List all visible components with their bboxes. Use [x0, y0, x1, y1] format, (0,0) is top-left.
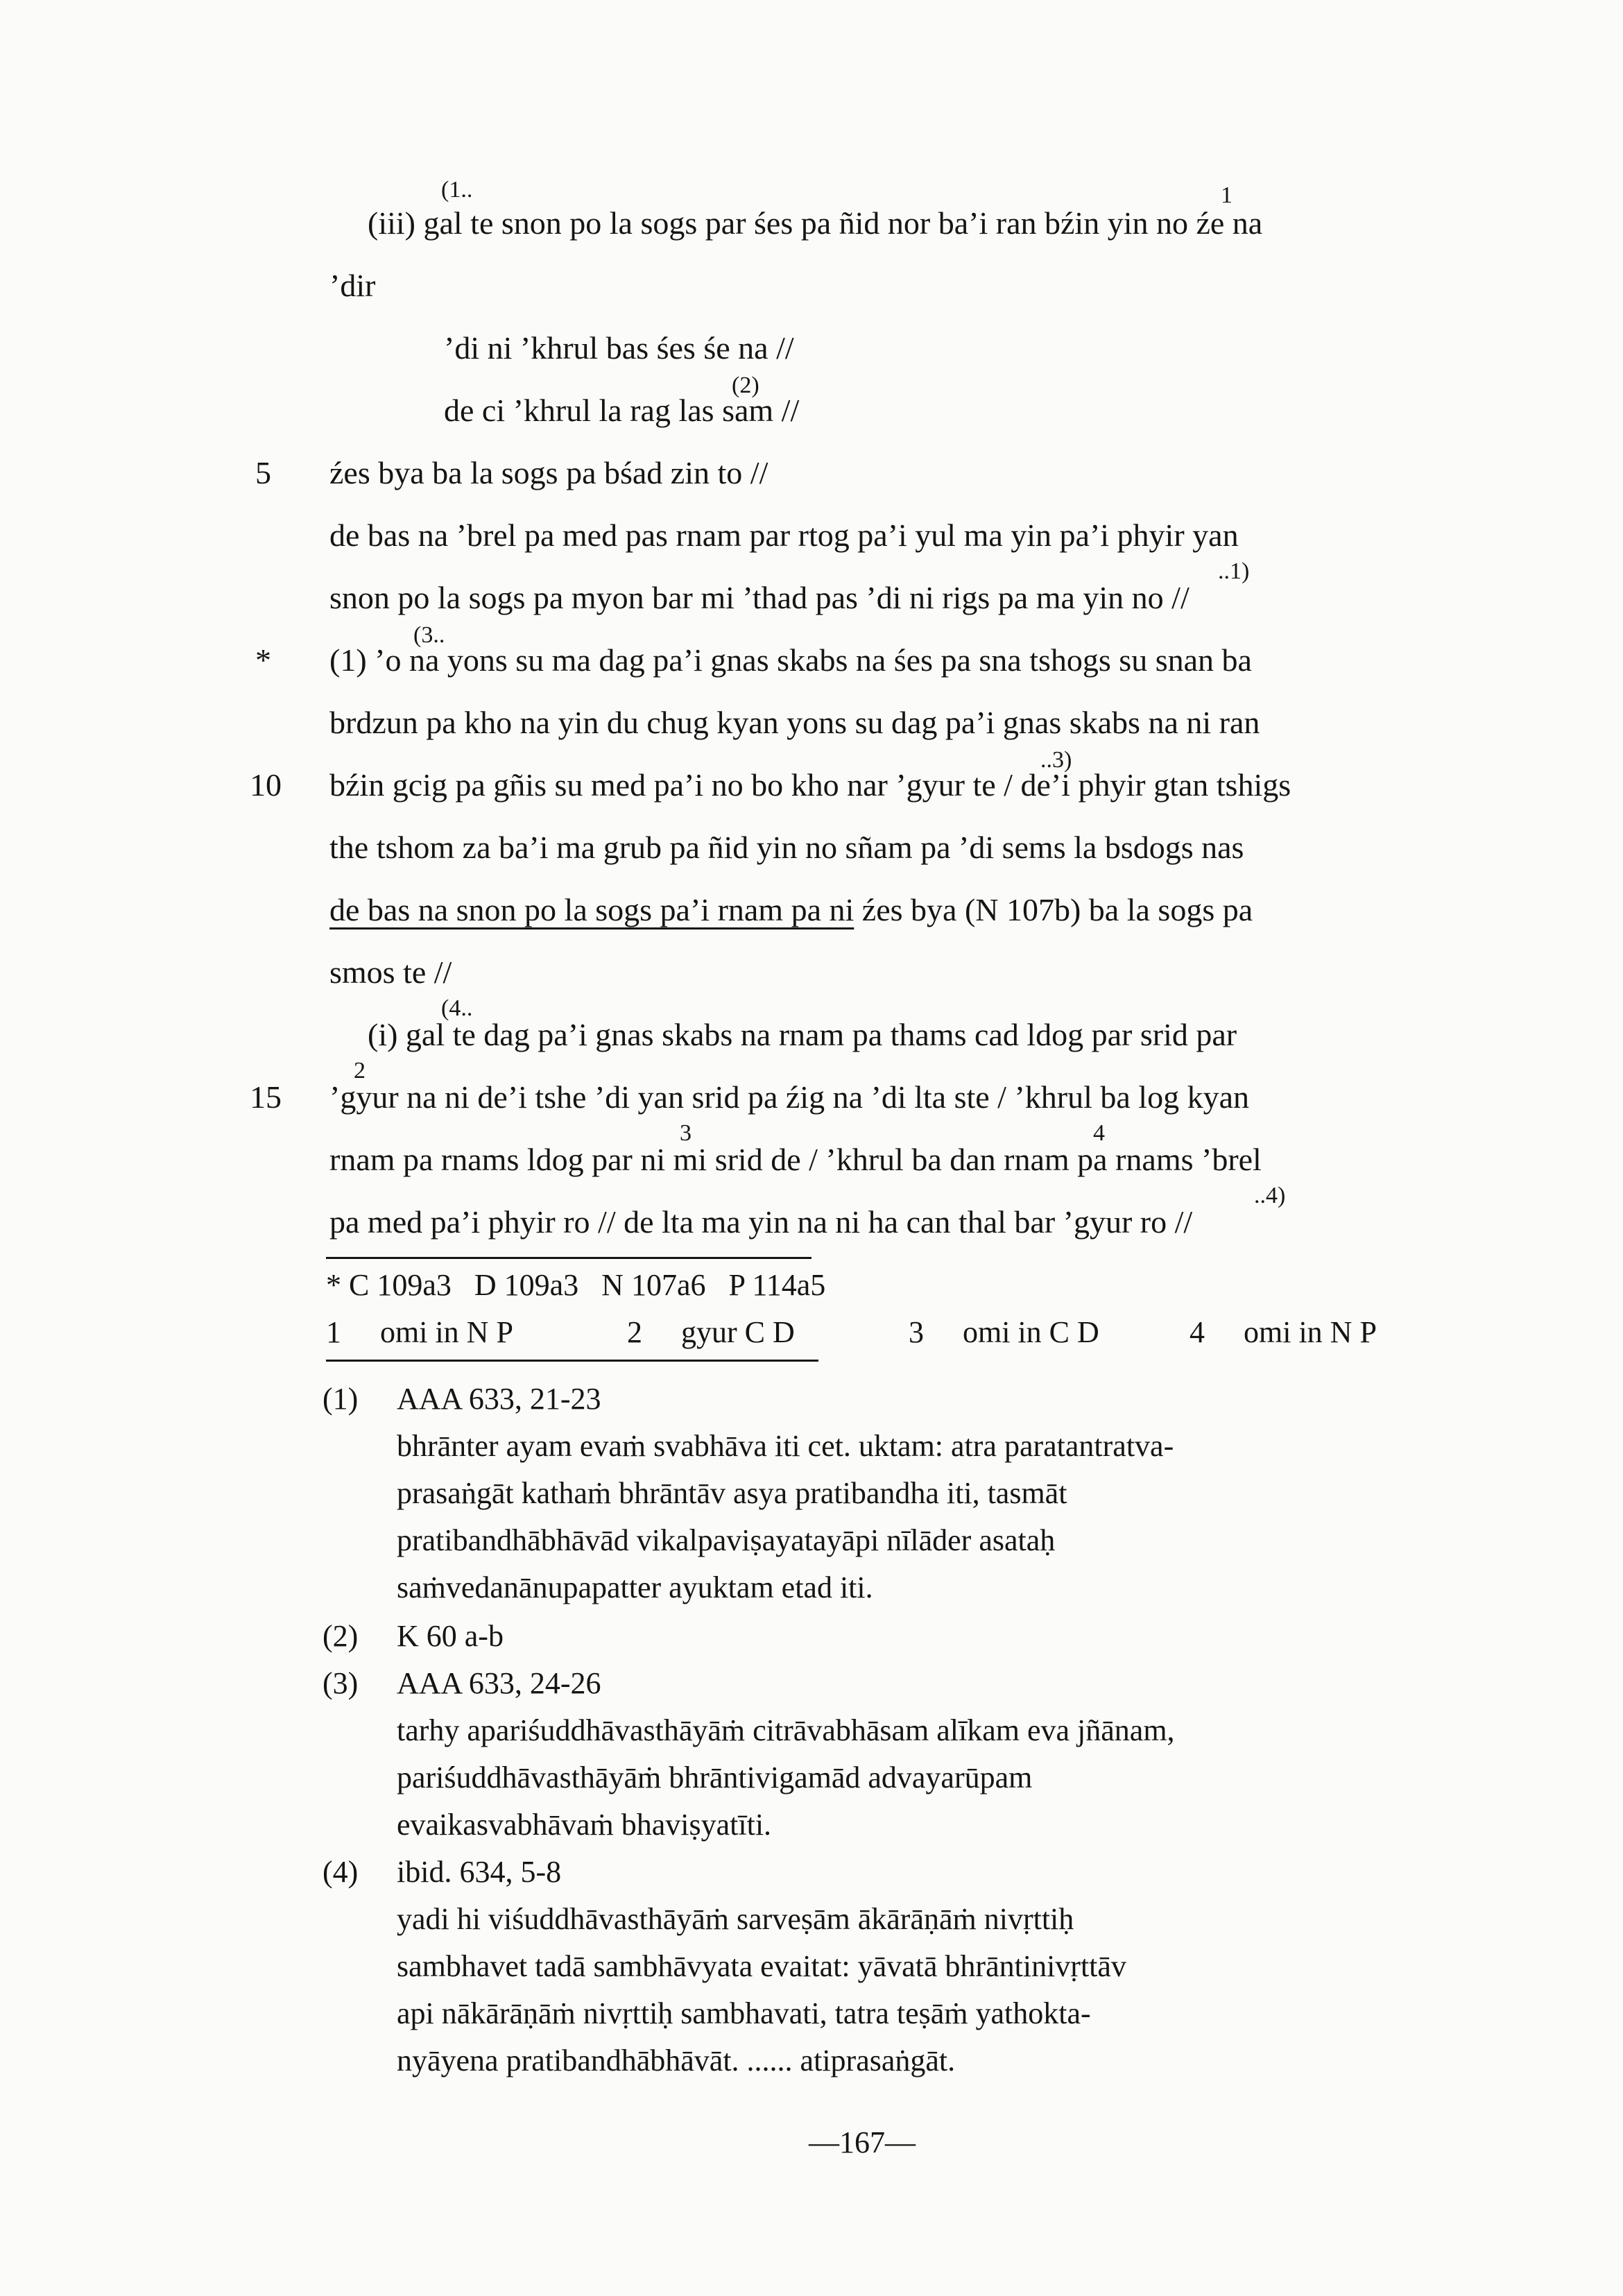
note-marker: ..3): [1040, 747, 1072, 773]
note-marker: (2): [732, 372, 759, 398]
text-line: ’di ni ’khrul bas śes śe na //: [444, 330, 794, 366]
note-line: bhrānter ayam evaṁ svabhāva iti cet. uktam: atra paratantratva-: [397, 1429, 1174, 1463]
variant-marker: 3: [680, 1120, 692, 1146]
note-marker: (4..: [441, 995, 473, 1021]
apparatus-rule-top: [326, 1257, 812, 1259]
note-ref: AAA 633, 21-23: [397, 1382, 601, 1416]
variant-text: omi in C D: [963, 1315, 1099, 1349]
note-ref: K 60 a-b: [397, 1619, 504, 1653]
note-marker: ..1): [1218, 558, 1250, 584]
variant-num: 2: [627, 1315, 642, 1349]
note-marker: (1..: [441, 177, 473, 203]
note-line: prasaṅgāt kathaṁ bhrāntāv asya pratibandha iti, tasmāt: [397, 1476, 1067, 1510]
variant-marker: 2: [354, 1058, 366, 1083]
line-number: *: [255, 642, 271, 678]
apparatus-rule-bottom: [326, 1360, 818, 1362]
text-line: (i) gal te dag pa’i gnas skabs na rnam pa thams cad ldog par srid par: [368, 1017, 1237, 1052]
text-line: [329, 891, 1253, 929]
note-line: evaikasvabhāvaṁ bhaviṣyatīti.: [397, 1808, 772, 1842]
text-line: de bas na ’brel pa med pas rnam par rtog pa’i yul ma yin pa’i phyir yan: [329, 517, 1239, 553]
note-label: (1): [323, 1382, 359, 1416]
variant-text: omi in N P: [380, 1315, 513, 1349]
note-line: api nākārāṇāṁ nivṛttiḥ sambhavati, tatra teṣāṁ yathokta-: [397, 1996, 1091, 2030]
variant-num: 1: [326, 1315, 341, 1349]
page-number: —167—: [809, 2125, 916, 2159]
underlined-phrase: de bas na snon po la sogs pa’i rnam pa ni: [329, 892, 855, 927]
text-line: snon po la sogs pa myon bar mi ’thad pas ’di ni rigs pa ma yin no //: [329, 580, 1190, 615]
text-line: (iii) gal te snon po la sogs par śes pa ñid nor ba’i ran bźin yin no źe na: [368, 205, 1263, 241]
variant-num: 4: [1190, 1315, 1205, 1349]
text-line: bźin gcig pa gñis su med pa’i no bo kho nar ’gyur te / de’i phyir gtan tshigs: [329, 767, 1291, 803]
line-number: 5: [255, 455, 271, 490]
text-line: smos te //: [329, 954, 452, 990]
note-label: (2): [323, 1619, 359, 1653]
note-marker: (3..: [413, 622, 445, 648]
note-label: (3): [323, 1666, 359, 1700]
text-line: brdzun pa kho na yin du chug kyan yons su dag pa’i gnas skabs na ni ran: [329, 705, 1260, 740]
note-line: nyāyena pratibandhābhāvāt. ...... atiprasaṅgāt.: [397, 2044, 956, 2077]
text-line: de ci ’khrul la rag las sam //: [444, 393, 800, 428]
note-marker: ..4): [1254, 1183, 1286, 1208]
text-line: ’gyur na ni de’i tshe ’di yan srid pa źig na ’di lta ste / ’khrul ba log kyan: [329, 1079, 1249, 1115]
variant-num: 3: [909, 1315, 924, 1349]
note-line: pariśuddhāvasthāyāṁ bhrāntivigamād advayarūpam: [397, 1760, 1033, 1794]
note-line: tarhy apariśuddhāvasthāyāṁ citrāvabhāsam alīkam eva jñānam,: [397, 1713, 1175, 1747]
text-line: pa med pa’i phyir ro // de lta ma yin na ni ha can thal bar ’gyur ro //: [329, 1204, 1193, 1240]
note-line: sambhavet tadā sambhāvyata evaitat: yāvatā bhrāntinivṛttāv: [397, 1949, 1126, 1983]
variant-marker: 1: [1221, 182, 1233, 208]
variant-text: gyur C D: [681, 1315, 795, 1349]
note-line: pratibandhābhāvād vikalpaviṣayatayāpi nīlāder asataḥ: [397, 1523, 1056, 1557]
note-line: yadi hi viśuddhāvasthāyāṁ sarveṣām ākārāṇāṁ nivṛttiḥ: [397, 1902, 1074, 1936]
note-ref: ibid. 634, 5-8: [397, 1855, 562, 1889]
variant-text: omi in N P: [1244, 1315, 1377, 1349]
text-line: źes bya ba la sogs pa bśad zin to //: [329, 455, 768, 490]
text-line: (1) ’o na yons su ma dag pa’i gnas skabs na śes pa sna tshogs su snan ba: [329, 642, 1252, 678]
text-line: the tshom za ba’i ma grub pa ñid yin no sñam pa ’di sems la bsdogs nas: [329, 830, 1244, 865]
note-label: (4): [323, 1855, 359, 1889]
variant-marker: 4: [1093, 1120, 1105, 1146]
text-line: ’dir: [329, 268, 376, 303]
text-line-tail: źes bya (N 107b) ba la sogs pa: [854, 892, 1253, 927]
line-number: 10: [250, 767, 282, 803]
apparatus-sigla: * C 109a3 D 109a3 N 107a6 P 114a5: [326, 1268, 826, 1302]
note-ref: AAA 633, 24-26: [397, 1666, 601, 1700]
text-line: rnam pa rnams ldog par ni mi srid de / ’khrul ba dan rnam pa rnams ’brel: [329, 1142, 1262, 1177]
note-line: saṁvedanānupapatter ayuktam etad iti.: [397, 1570, 873, 1604]
line-number: 15: [250, 1079, 282, 1115]
